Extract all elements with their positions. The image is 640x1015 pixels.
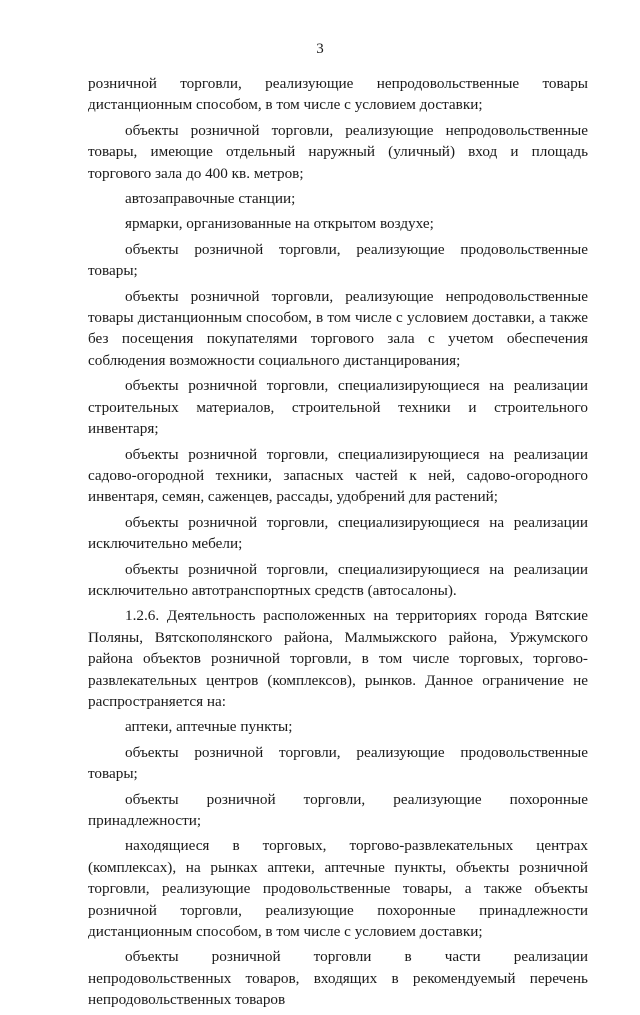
paragraph: объекты розничной торговли, реализующие непродовольственные товары дистанционным способом, в том числе с условием доставки, а также без посещения покупателями торгового зала с учетом обеспечения соблюдения возможности социального дистанцирования; bbox=[88, 287, 588, 369]
paragraph: объекты розничной торговли в части реализации непродовольственных товаров, входящих в рекомендуемый перечень непродовольственных товаров bbox=[88, 948, 588, 1009]
paragraph: объекты розничной торговли, реализующие продовольственные товары; bbox=[88, 240, 588, 280]
section-1-2-6: 1.2.6. Деятельность расположенных на территориях города Вятские Поляны, Вятскополянского района, Малмыжского района, Уржумского района объектов розничной торговли, в том числе торговых, торгово-развлекательных центров (комплексов), рынков. Данное ограничение не распространяется на: bbox=[88, 607, 588, 710]
paragraph: ярмарки, организованные на открытом воздухе; bbox=[125, 215, 434, 233]
paragraph: розничной торговли, реализующие непродовольственные товары дистанционным способом, в том числе с условием доставки; bbox=[88, 75, 588, 114]
paragraph: объекты розничной торговли, специализирующиеся на реализации исключительно мебели; bbox=[88, 513, 588, 553]
paragraph: объекты розничной торговли, реализующие похоронные принадлежности; bbox=[88, 790, 588, 829]
paragraph: объекты розничной торговли, специализирующиеся на реализации строительных материалов, строительной техники и строительного инвентаря; bbox=[88, 377, 588, 438]
paragraph: объекты розничной торговли, специализирующиеся на реализации исключительно автотранспортных средств (автосалоны). bbox=[88, 560, 588, 599]
page-number: 3 bbox=[316, 41, 324, 57]
paragraph: объекты розничной торговли, реализующие продовольственные товары; bbox=[88, 743, 588, 783]
paragraph: находящиеся в торговых, торгово-развлекательных центрах (комплексах), на рынках аптеки, аптечные пункты, объекты розничной торговли, реализующие продовольственные товары, а также объекты розничной торговли, реализующие похоронные принадлежности дистанционным способом, в том числе с условием доставки; bbox=[88, 837, 588, 941]
paragraph: объекты розничной торговли, реализующие непродовольственные товары, имеющие отдельный наружный (уличный) вход и площадь торгового зала до 400 кв. метров; bbox=[88, 121, 588, 182]
paragraph: объекты розничной торговли, специализирующиеся на реализации садово-огородной техники, запасных частей к ней, садово-огородного инвентаря, семян, саженцев, рассады, удобрений для растений; bbox=[88, 445, 588, 506]
paragraph: аптеки, аптечные пункты; bbox=[125, 718, 293, 736]
paragraph: автозаправочные станции; bbox=[125, 190, 296, 208]
document-body bbox=[88, 73, 588, 1015]
